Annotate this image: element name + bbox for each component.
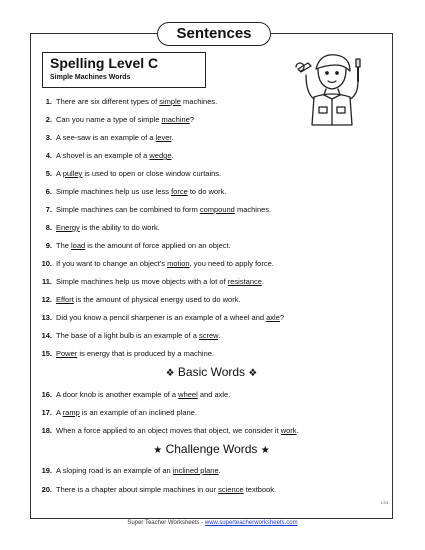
sentence-19: [34, 466, 389, 475]
spelling-word: simple: [159, 97, 181, 106]
spelling-word: Power: [56, 349, 78, 358]
level-box: [42, 52, 206, 88]
sentence-15: [34, 349, 389, 358]
sentence-number: 12.: [41, 295, 52, 304]
sentence-text: is the amount of physical energy used to do work.: [73, 295, 241, 304]
sentence-number: 16.: [41, 390, 52, 399]
sentence-number: 5.: [45, 169, 52, 178]
sentence-text: A see-saw is an example of a: [56, 133, 156, 142]
spelling-word: motion: [167, 259, 190, 268]
section-title: Basic Words: [177, 365, 246, 379]
sentence-number: 1.: [45, 97, 52, 106]
footer-link[interactable]: www.superteacherworksheets.com: [204, 520, 298, 526]
spelling-word: load: [71, 241, 86, 250]
sentence-text: A: [56, 169, 63, 178]
spelling-word: force: [171, 187, 188, 196]
sentence-number: 19.: [41, 466, 52, 475]
spelling-word: machine: [161, 115, 190, 124]
sentence-number: 4.: [45, 151, 52, 160]
sentence-9: [34, 241, 389, 250]
sentence-number: 2.: [45, 115, 52, 124]
sentence-text: textbook.: [243, 485, 277, 494]
sentence-text: .: [261, 277, 265, 286]
sentence-number: 18.: [41, 426, 52, 435]
spelling-word: science: [218, 485, 244, 494]
sentence-text: There is a chapter about simple machines in our: [56, 485, 219, 494]
sentence-text: There are six different types of: [56, 97, 160, 106]
spelling-word: compound: [199, 205, 235, 214]
sentence-number: 10.: [41, 259, 52, 268]
sentence-text: .: [296, 426, 299, 435]
spelling-word: resistance: [227, 277, 262, 286]
footer-text: Super Teacher Worksheets -: [127, 520, 205, 526]
diamond-icon: ❖: [165, 368, 175, 379]
sentence-text: ?: [279, 313, 285, 322]
sentence-text: If you want to change an object's: [56, 259, 168, 268]
sentence-number: 3.: [45, 133, 52, 142]
sentence-text: machines.: [234, 205, 272, 214]
sentence-text: A sloping road is an example of an: [56, 466, 173, 475]
sentence-text: .: [171, 151, 174, 160]
sentence-text: The base of a light bulb is an example of a: [56, 331, 200, 340]
star-icon: ★: [153, 445, 163, 456]
sentence-text: When a force applied to an object moves that object, we consider it: [56, 426, 281, 435]
sentence-text: .: [218, 466, 221, 475]
sentence-13: [34, 313, 389, 322]
sentence-text: A shovel is an example of a: [56, 151, 150, 160]
sentence-17: [34, 408, 389, 417]
spelling-word: lever: [155, 133, 172, 142]
footer: [0, 520, 425, 526]
spelling-word: wheel: [178, 390, 198, 399]
sentence-number: 14.: [41, 331, 52, 340]
sentence-text: to do work.: [187, 187, 227, 196]
sentence-12: [34, 295, 389, 304]
sentence-text: A door knob is another example of a: [56, 390, 179, 399]
sentence-16: [34, 390, 389, 399]
sentence-2: [34, 115, 389, 124]
spelling-word: inclined plane: [172, 466, 219, 475]
basic-words-heading: [30, 365, 393, 379]
spelling-word: pulley: [62, 169, 83, 178]
sentence-text: , you need to apply force.: [189, 259, 274, 268]
sentence-7: [34, 205, 389, 214]
sentence-text: .: [171, 133, 174, 142]
sentence-text: A: [56, 408, 63, 417]
page-title: Sentences: [157, 22, 271, 46]
sentence-number: 9.: [45, 241, 52, 250]
sentence-1: [34, 97, 389, 106]
spelling-word: ramp: [62, 408, 80, 417]
sentence-11: [34, 277, 389, 286]
sentence-text: is an example of an inclined plane.: [79, 408, 197, 417]
sentence-number: 7.: [45, 205, 52, 214]
spelling-word: work: [280, 426, 297, 435]
sentence-text: is the amount of force applied on an object.: [85, 241, 231, 250]
level-title: Spelling Level C: [50, 55, 159, 71]
sentence-4: [34, 151, 389, 160]
sentence-number: 13.: [41, 313, 52, 322]
sentence-text: .: [218, 331, 221, 340]
challenge-words-heading: [30, 442, 393, 456]
sentence-number: 15.: [41, 349, 52, 358]
spelling-word: axle: [266, 313, 280, 322]
spelling-word: screw: [199, 331, 219, 340]
sentence-text: Simple machines help us use less: [56, 187, 172, 196]
sentence-number: 6.: [45, 187, 52, 196]
page-code: LS3: [381, 500, 389, 505]
sentence-number: 17.: [41, 408, 52, 417]
sentence-text: ?: [189, 115, 195, 124]
sentence-18: [34, 426, 389, 435]
spelling-word: Energy: [56, 223, 80, 232]
sentence-5: [34, 169, 389, 178]
sentence-text: machines.: [180, 97, 218, 106]
sentence-number: 20.: [41, 485, 52, 494]
sentence-10: [34, 259, 389, 268]
spelling-word: Effort: [56, 295, 74, 304]
level-subtitle: Simple Machines Words: [50, 74, 131, 81]
sentence-3: [34, 133, 389, 142]
sentence-text: Simple machines can be combined to form: [56, 205, 200, 214]
section-title: Challenge Words: [165, 442, 258, 456]
sentence-number: 11.: [41, 277, 52, 286]
sentence-text: Did you know a pencil sharpener is an example of a wheel and: [56, 313, 267, 322]
sentence-number: 8.: [45, 223, 52, 232]
sentence-6: [34, 187, 389, 196]
sentence-text: Can you name a type of simple: [56, 115, 162, 124]
sentence-text: is the ability to do work.: [79, 223, 160, 232]
spelling-word: wedge: [149, 151, 172, 160]
sentence-text: The: [56, 241, 72, 250]
sentence-text: Simple machines help us move objects with a lot of: [56, 277, 228, 286]
star-icon: ★: [260, 445, 270, 456]
diamond-icon: ❖: [248, 368, 258, 379]
sentence-20: [34, 485, 389, 494]
sentence-14: [34, 331, 389, 340]
sentence-text: is energy that is produced by a machine.: [77, 349, 215, 358]
sentence-text: is used to open or close window curtains.: [82, 169, 222, 178]
sentence-text: and axle.: [197, 390, 231, 399]
sentence-8: [34, 223, 389, 232]
